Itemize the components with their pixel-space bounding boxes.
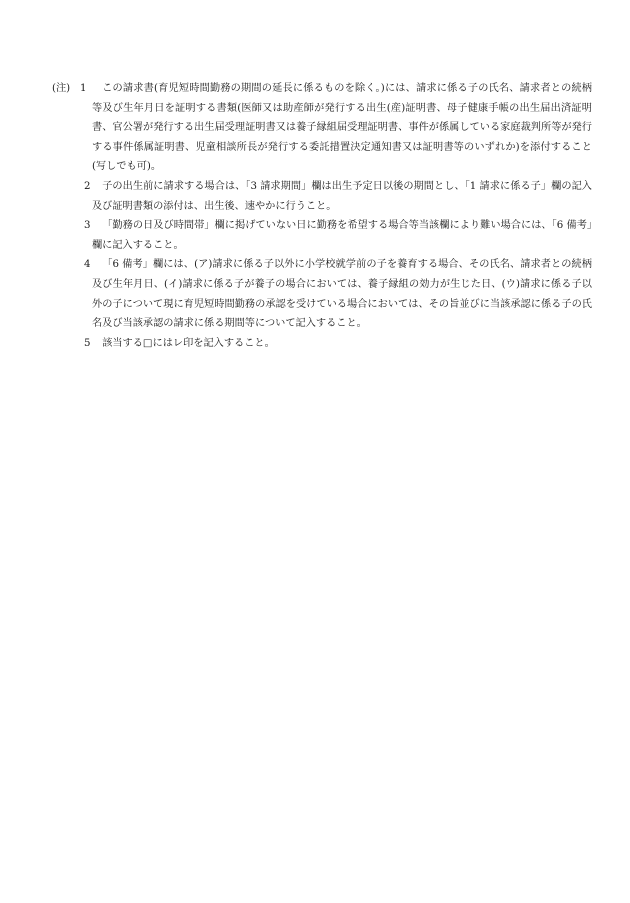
note-text: 「勤務の日及び時間帯」欄に掲げていない日に勤務を希望する場合等当該欄により難い場合には、「6 備考」欄に記入すること。 xyxy=(92,220,592,251)
note-number: 1 xyxy=(80,83,87,94)
note-text: 「6 備考」欄には、(ア)請求に係る子以外に小学校就学前の子を養育する場合、その氏名、請求者との続柄及び生年月日、(イ)請求に係る子が養子の場合においては、養子縁組の効力が生じた日、(ウ)請求に係る子以外の子について現に育児短時間勤務の承認を受けている場合においては、その旨並びに当該承認に係る子の氏名及び当該承認の請求に係る期間等について記入すること。 xyxy=(92,259,592,330)
note-item-1 xyxy=(52,79,592,177)
note-item-4 xyxy=(52,255,592,333)
note-number: 2 xyxy=(84,180,91,192)
note-number: 4 xyxy=(84,259,91,271)
note-text: この請求書(育児短時間勤務の期間の延長に係るものを除く。)には、請求に係る子の氏名、請求者との続柄等及び生年月日を証明する書類(医師又は助産師が発行する出生(産)証明書、母子健康手帳の出生届出済証明書、官公署が発行する出生届受理証明書又は養子縁組届受理証明書、事件が係属している家庭裁判所等が発行する事件係属証明書、児童相談所長が発行する委託措置決定通知書又は証明書等のいずれか)を添付すること(写しでも可)。 xyxy=(92,83,592,173)
notes-marker: (注) xyxy=(52,83,71,94)
note-text: 該当する□にはレ印を記入すること。 xyxy=(102,337,275,349)
notes-section xyxy=(52,79,592,353)
note-text: 子の出生前に請求する場合は、「3 請求期間」欄は出生予定日以後の期間とし、「1 請求に係る子」欄の記入及び証明書類の添付は、出生後、速やかに行うこと。 xyxy=(92,180,592,212)
note-item-2 xyxy=(52,177,592,216)
note-number: 5 xyxy=(84,337,91,349)
note-item-5 xyxy=(52,334,592,354)
note-item-3 xyxy=(52,216,592,255)
note-number: 3 xyxy=(84,220,91,232)
